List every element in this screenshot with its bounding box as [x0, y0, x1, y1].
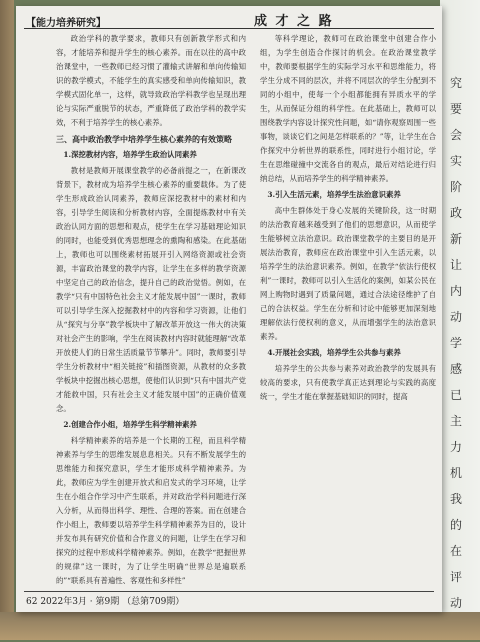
right-column	[260, 32, 436, 404]
subsection-heading-2: 2.创建合作小组，培养学生科学精神素养	[63, 420, 197, 429]
intro-paragraph: 政治学科的教学要求，教师只有创新教学形式和内容，才能培养和提升学生的核心素养。而在以往的高中政治课堂中，一些教师已经习惯了灌输式讲解和单向传输知识的教学模式，不能学生的真实感受和单向传输知识，教学模式固化单一，这样，就导致政治学科教学也呈现出理论与实际严重脱节的状态，严重降低了政治学科的教学实效，不利于培养学生的核心素养。	[56, 34, 246, 127]
adjacent-page-char: 要	[450, 102, 463, 116]
adjacent-page-char: 已	[450, 388, 463, 402]
adjacent-page-char: 实	[450, 154, 463, 168]
adjacent-page-char: 新	[450, 232, 463, 246]
adjacent-page-char: 在	[450, 544, 463, 558]
adjacent-page-char: 感	[450, 362, 463, 376]
background-surface	[0, 612, 480, 640]
adjacent-page-char: 政	[450, 206, 463, 220]
subsection-heading-4: 4.开展社会实践，培养学生公共参与素养	[267, 348, 401, 357]
subsection-body-1: 教材是教师开展课堂教学的必备前提之一，在新课改背景下，教材成为培养学生核心素养的重要载体。为了使学生形成政治认同素养，教师应深挖教材中的素材和内容，引导学生阅读和分析教材内容，全面提炼教材中有关政治认同方面的思想和观点，使学生在学习基础理论知识的同时，也能受到优秀思想理念的熏陶和感染。在此基础上，教师也可以围绕素材拓展开引入网络资源或社会资源，丰富政治课堂的教学内容，让学生在多样的教学资源中坚定自己的政治信念，提升自己的政治觉悟。例如，在教学“只有中国特色社会主义才能发展中国”一课时，教师可以引导学生深入挖掘教材中的内容和学习资源，让他们从“探究与分享”教学板块中了解改革开放这一伟大的决策对社会产生的影响，学生在阅读教材内容时就能理解“改革开放使人们的日常生活质量节节攀升”。同时，教师要引导学生分析教材中“相关链接”和插图资源，从教材的众多教学板块中挖掘出核心思想，使他们认识到“只有中国共产党才能救中国，只有社会主义才能发展中国”的正确价值观念。	[56, 166, 246, 413]
adjacent-page-char: 动	[450, 310, 463, 324]
adjacent-page-char: 学	[450, 336, 463, 350]
adjacent-page-char: 评	[450, 570, 463, 584]
continued-paragraph: 等科学理论，教师可在政治课堂中创建合作小组，为学生创造合作探讨的机会。在政治课堂教学中，教师要根据学生的实际学习水平和思维能力，将学生分成不同的层次，并将不同层次的学生分配到不同的小组中，使每一个小组都能拥有异质水平的学生，从而保证分组的科学性。在此基础上，教师可以围绕教学内容设计探究性问题，如“请你观察周围一些事物，谈谈它们之间是怎样联系的？”等，让学生在合作探究中分析世界的联系性，同时进行小组讨论，学生在思维碰撞中交流各自的观点，最后对结论进行归纳总结，从而培养学生的科学精神素养。	[260, 34, 436, 183]
page-footer: 62 2022年3月 · 第9期 （总第709期）	[26, 597, 185, 607]
adjacent-page-char: 阶	[450, 180, 463, 194]
footer-divider	[24, 591, 434, 592]
section-label: 【能力培养研究】	[26, 18, 106, 29]
subsection-body-3: 高中生群体处于身心发展的关键阶段，这一时期的法治教育越来越受到了他们的思想意识，从而使学生能够树立法治意识。政治课堂教学的主要目的是开展法治教育，教师应在政治课堂中引入生活元素，以培养学生的法治意识素养。例如，在教学“依法行使权利”一课时，教师可以引入生活化的案例，如某公民在网上购物时遇到了质量问题，通过合法途径维护了自己的合法权益。学生在分析和讨论中能够更加深刻地理解依法行使权利的意义，从而增强学生的法治意识素养。	[260, 206, 436, 341]
adjacent-page-char: 让	[450, 258, 463, 272]
background-left-edge	[0, 0, 14, 640]
adjacent-page-char: 会	[450, 128, 463, 142]
adjacent-page-char: 内	[450, 284, 463, 298]
adjacent-page-char: 的	[450, 518, 463, 532]
subsection-body-4: 培养学生的公共参与素养对政治教学的发展具有较高的要求，只有使教学真正达到理论与实践的高度统一，学生才能在掌握基础知识的同时，提高	[260, 364, 436, 401]
header-divider	[24, 28, 434, 29]
subsection-body-2: 科学精神素养的培养是一个长期的工程，而且科学精神素养与学生的思维发展息息相关。只有不断发展学生的思维能力和探究意识，学生才能形成科学精神素养。为此，教师应为学生创建开放式和启发式的学习环境，让学生在小组合作学习中产生联系，并对政治学科问题进行深入分析，从而得出科学、理性、合理的答案。而在创建合作小组上，教师要以培养学生科学精神素养为目的，设计并发布具有研究价值和合作意义的问题，让学生在学习和探究的过程中形成科学精神素养。例如，在教学“把握世界的规律”这一课时，为了让学生明确“世界总是遍联系的”“联系具有普遍性、客观性和多样性”	[56, 436, 246, 585]
adjacent-page-text	[450, 70, 474, 642]
adjacent-page-char: 机	[450, 466, 463, 480]
left-column	[56, 32, 246, 588]
adjacent-page-char: 力	[450, 440, 463, 454]
subsection-heading-1: 1.深挖教材内容，培养学生政治认同素养	[63, 150, 197, 159]
adjacent-page-char: 主	[450, 414, 463, 428]
document-page	[16, 6, 442, 612]
journal-title: 成 才 之 路	[254, 14, 334, 29]
subsection-heading-3: 3.引入生活元素，培养学生法治意识素养	[267, 190, 401, 199]
adjacent-page-char: 究	[450, 76, 463, 90]
adjacent-page-char: 我	[450, 492, 463, 506]
adjacent-page-char: 动	[450, 596, 463, 610]
section-heading: 三、高中政治教学中培养学生核心素养的有效策略	[56, 134, 232, 144]
